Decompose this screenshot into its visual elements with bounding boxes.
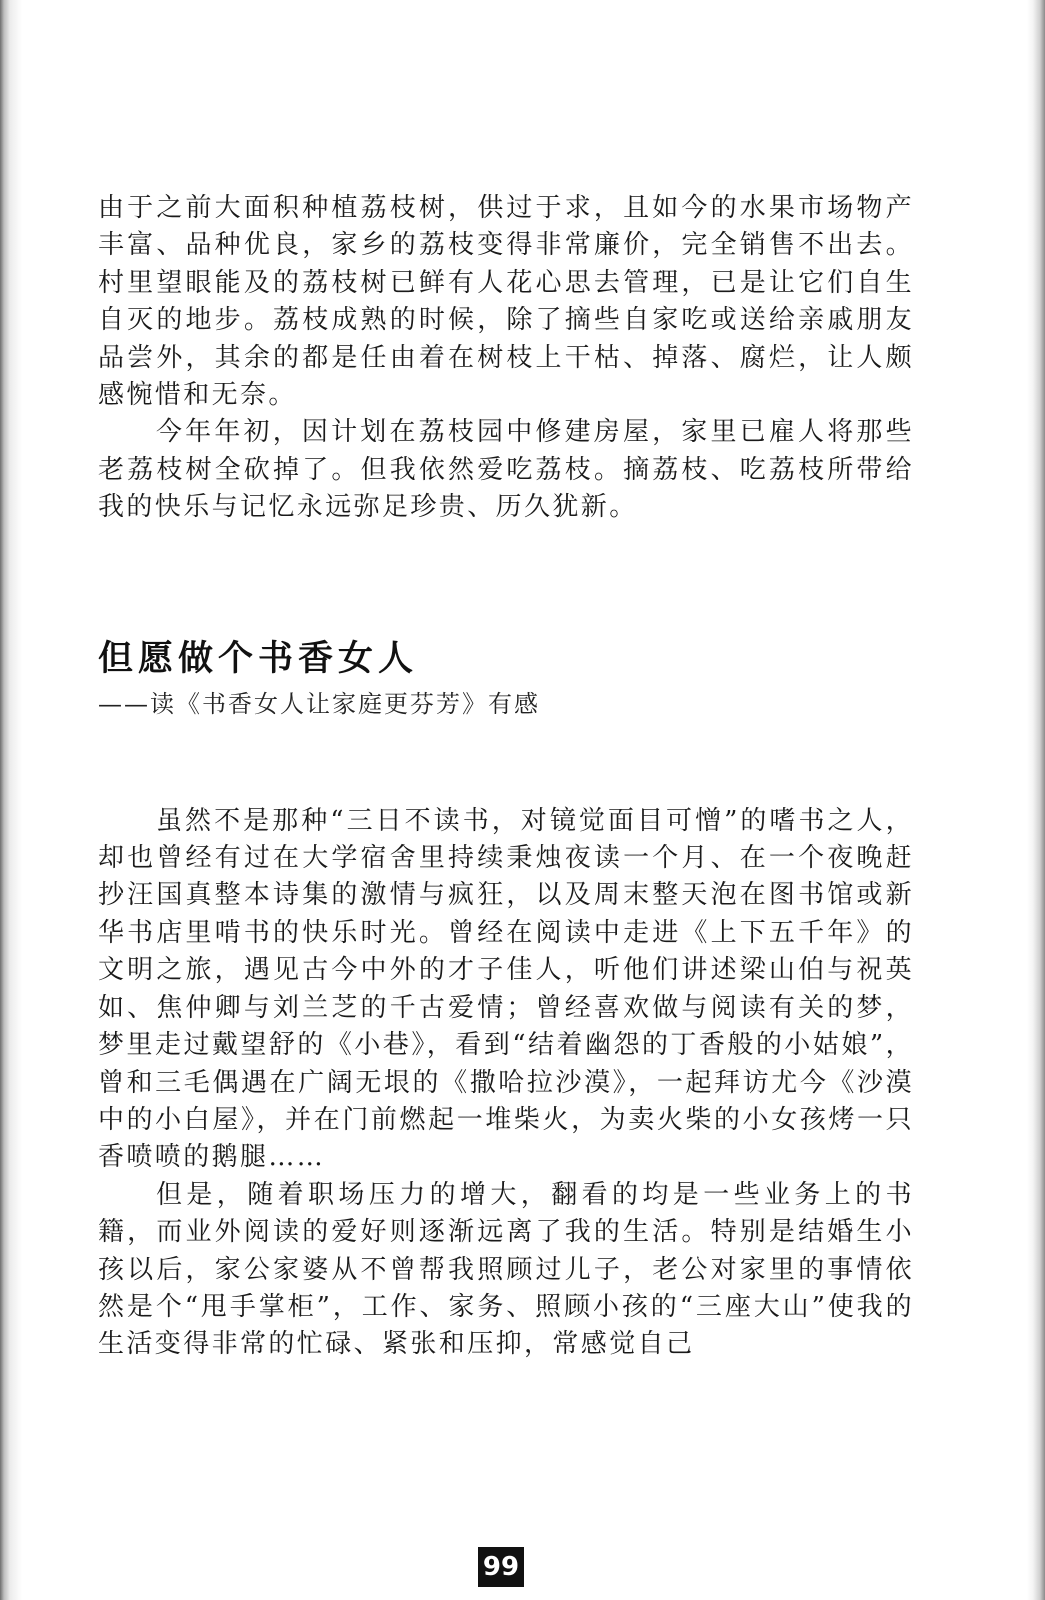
paragraph-lychee-1: 由于之前大面积种植荔枝树，供过于求，且如今的水果市场物产丰富、品种优良，家乡的荔枝变得非常廉价，完全销售不出去。村里望眼能及的荔枝树已鲜有人花心思去管理，已是让它们自生自灭的地步。荔枝成熟的时候，除了摘些自家吃或送给亲戚朋友品尝外，其余的都是任由着在树枝上干枯、掉落、腐烂，让人颇感惋惜和无奈。 xyxy=(98,193,914,411)
article-title: 但愿做个书香女人 xyxy=(98,638,419,679)
body-spacer xyxy=(98,721,914,803)
scan-shadow-left xyxy=(0,0,22,1600)
article-subtitle: ——读《书香女人让家庭更芬芳》有感 xyxy=(98,689,540,718)
section-spacer xyxy=(98,527,914,637)
paragraph-reading-1: 虽然不是那种“三日不读书，对镜觉面目可憎”的嗜书之人，却也曾经有过在大学宿舍里持续秉烛夜读一个月、在一个夜晚赶抄汪国真整本诗集的激情与疯狂，以及周末整天泡在图书馆或新华书店里啃书的快乐时光。曾经在阅读中走进《上下五千年》的文明之旅，遇见古今中外的才子佳人，听他们讲述梁山伯与祝英如、焦仲卿与刘兰芝的千古爱情；曾经喜欢做与阅读有关的梦，梦里走过戴望舒的《小巷》，看到“结着幽怨的丁香般的小姑娘”，曾和三毛偶遇在广阔无垠的《撒哈拉沙漠》，一起拜访尤今《沙漠中的小白屋》，并在门前燃起一堆柴火，为卖火柴的小女孩烤一只香喷喷的鹅腿…… xyxy=(98,805,914,1173)
scan-shadow-right xyxy=(1027,0,1045,1600)
paragraph-lychee-2: 今年年初，因计划在荔枝园中修建房屋，家里已雇人将那些老荔枝树全砍掉了。但我依然爱吃荔枝。摘荔枝、吃荔枝所带给我的快乐与记忆永远弥足珍贵、历久犹新。 xyxy=(98,417,914,523)
page-number: 99 xyxy=(478,1547,524,1587)
page-content xyxy=(98,190,914,1364)
paragraph-reading-2: 但是，随着职场压力的增大，翻看的均是一些业务上的书籍，而业外阅读的爱好则逐渐远离了我的生活。特别是结婚生小孩以后，家公家婆从不曾帮我照顾过儿子，老公对家里的事情依然是个“甩手掌柜”，工作、家务、照顾小孩的“三座大山”使我的生活变得非常的忙碌、紧张和压抑，常感觉自己 xyxy=(98,1179,914,1360)
